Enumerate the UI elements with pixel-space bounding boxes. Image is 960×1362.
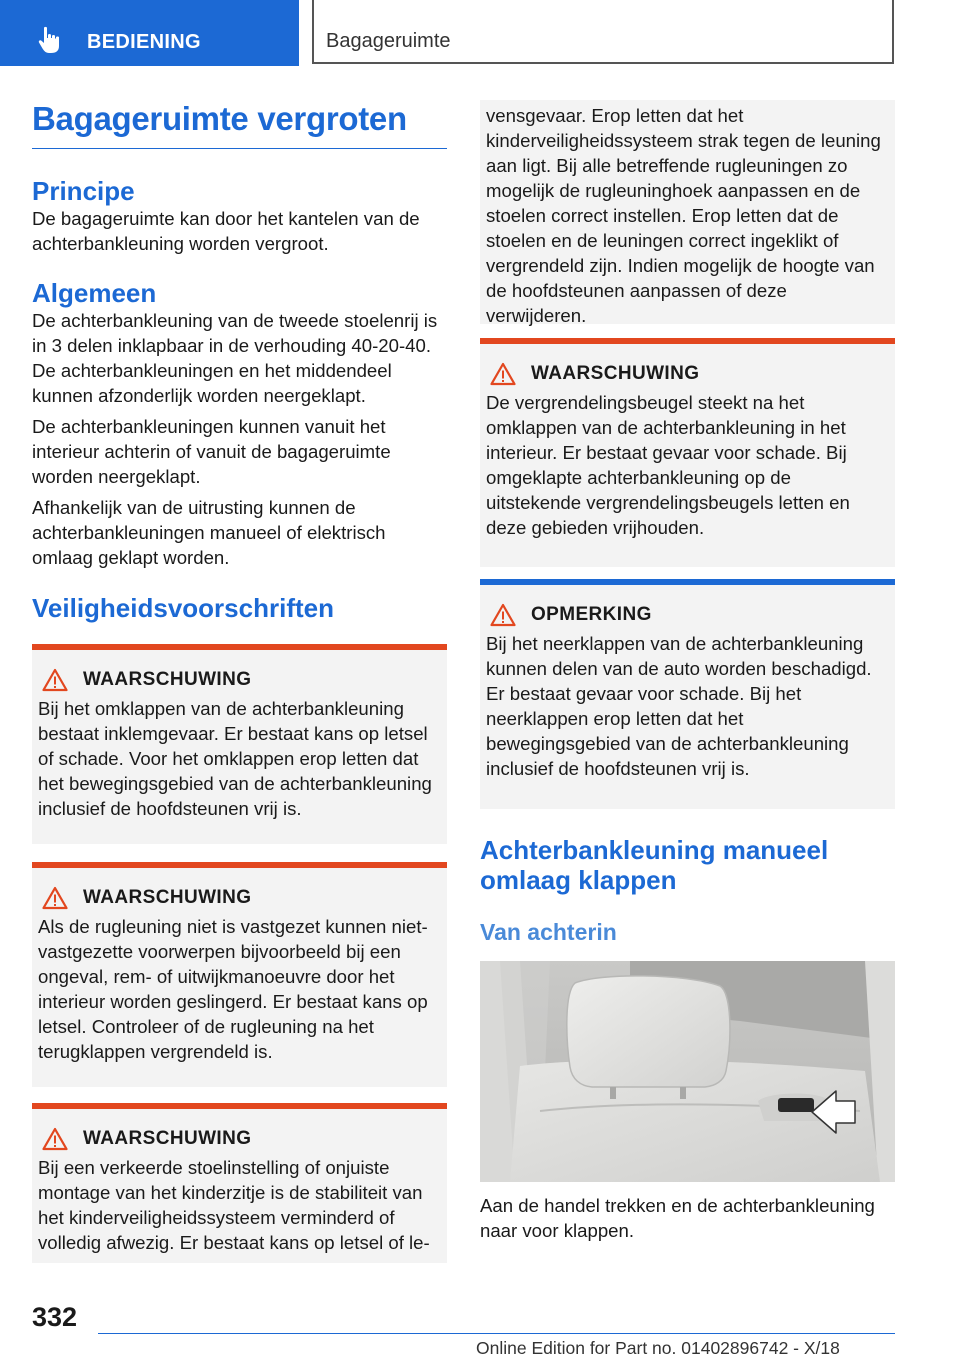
hand-pointer-icon bbox=[38, 26, 64, 54]
left-column bbox=[32, 100, 447, 1263]
warning-triangle-icon bbox=[42, 886, 68, 910]
chapter-tab[interactable] bbox=[0, 0, 299, 66]
heading-van-achterin: Van achterin bbox=[480, 919, 617, 945]
warning-triangle-icon bbox=[42, 668, 68, 692]
note-box bbox=[480, 579, 895, 809]
algemeen-text-3: Afhankelijk van de uitrusting kunnen de achterbankleuningen manueel of elektrisch omlaag geklapt worden. bbox=[32, 497, 386, 568]
heading-manueel: Achterbankleuning manueel omlaag klappen bbox=[480, 835, 829, 895]
warning-text-3-continued: vensgevaar. Erop letten dat het kinderveiligheidssysteem strak tegen de leuning aan ligt. Bij alle betreffende rugleuningen zo mogelijk de rugleuninghoek aanpassen en de stoelen correct instellen. Erop letten dat de stoelen en de leuningen correct ingeklikt of vergrendeld zijn. Indien mogelijk de hoogte van de hoofdsteunen aanpassen of deze verwijderen. bbox=[486, 105, 881, 326]
warning-text-3: Bij een verkeerde stoelinstelling of onjuiste montage van het kinderzitje is de stabiliteit van het kinderveiligheidssysteem verminderd of volledig afwezig. Er bestaat kans op letsel of le- bbox=[38, 1157, 430, 1253]
warning-label: WAARSCHUWING bbox=[83, 1128, 252, 1149]
warning-text-2: Als de rugleuning niet is vastgezet kunnen niet-vastgezette voorwerpen bijvoorbeeld bij een ongeval, rem- of uitwijkmanoeuvre door het interieur worden geslingerd. Er bestaat kans op letsel. Controleer of de rugleuning na het terugklappen vergrendeld is. bbox=[38, 916, 428, 1062]
warning-triangle-icon bbox=[490, 362, 516, 386]
note-label: OPMERKING bbox=[531, 604, 652, 625]
page-title: Bagageruimte vergroten bbox=[32, 100, 447, 149]
principe-text: De bagageruimte kan door het kantelen van de achterbankleuning worden vergroot. bbox=[32, 208, 420, 254]
warning-text-1: Bij het omklappen van de achterbankleuning bestaat inklemgevaar. Er bestaat kans op letsel of schade. Voor het omklappen erop letten dat het bewegingsgebied van de achterbankleuning inclusief de hoofdsteunen vrij is. bbox=[38, 698, 432, 819]
warning-triangle-icon bbox=[42, 1127, 68, 1151]
warning-box-4 bbox=[480, 338, 895, 567]
warning-box-2 bbox=[32, 862, 447, 1087]
photo-caption: Aan de handel trekken en de achterbankleuning naar voor klappen. bbox=[480, 1195, 875, 1241]
section-label: Bagageruimte bbox=[326, 30, 451, 52]
warning-box-1 bbox=[32, 644, 447, 844]
chapter-label: BEDIENING bbox=[87, 31, 201, 53]
heading-veiligheid: Veiligheidsvoorschriften bbox=[32, 593, 334, 623]
warning-box-3-continued bbox=[480, 100, 895, 324]
page-number: 332 bbox=[32, 1302, 78, 1332]
warning-label: WAARSCHUWING bbox=[531, 363, 700, 384]
algemeen-text-1: De achterbankleuning van de tweede stoelenrij is in 3 delen inklapbaar in de verhouding 40-20-40. De achterbankleuningen en het middendeel kunnen afzonderlijk worden neergeklapt. bbox=[32, 310, 438, 406]
warning-text-4: De vergrendelingsbeugel steekt na het omklappen van de achterbankleuning in het interieur. Er bestaat gevaar voor schade. Bij omgeklapte achterbankleuning op de uitstekende vergrendelingsbeugels letten en deze gebieden vrijhouden. bbox=[486, 392, 850, 538]
warning-label: WAARSCHUWING bbox=[83, 887, 252, 908]
note-text: Bij het neerklappen van de achterbankleuning kunnen delen van de auto worden beschadigd. Er bestaat gevaar voor schade. Bij het neerklappen erop letten dat het bewegingsgebied van de achterbankleuning inclusief de hoofdsteunen vrij is. bbox=[486, 633, 872, 779]
note-triangle-icon bbox=[490, 603, 516, 627]
section-header bbox=[312, 0, 894, 64]
footer-divider bbox=[98, 1333, 895, 1334]
algemeen-text-2: De achterbankleuningen kunnen vanuit het interieur achterin of vanuit de bagageruimte worden neergeklapt. bbox=[32, 416, 391, 487]
heading-algemeen: Algemeen bbox=[32, 278, 157, 308]
seat-lever-illustration bbox=[480, 961, 895, 1182]
heading-principe: Principe bbox=[32, 176, 135, 206]
warning-box-3 bbox=[32, 1103, 447, 1263]
warning-label: WAARSCHUWING bbox=[83, 669, 252, 690]
footer-edition: Online Edition for Part no. 01402896742 - X/18 bbox=[476, 1338, 840, 1358]
right-column bbox=[480, 100, 895, 947]
